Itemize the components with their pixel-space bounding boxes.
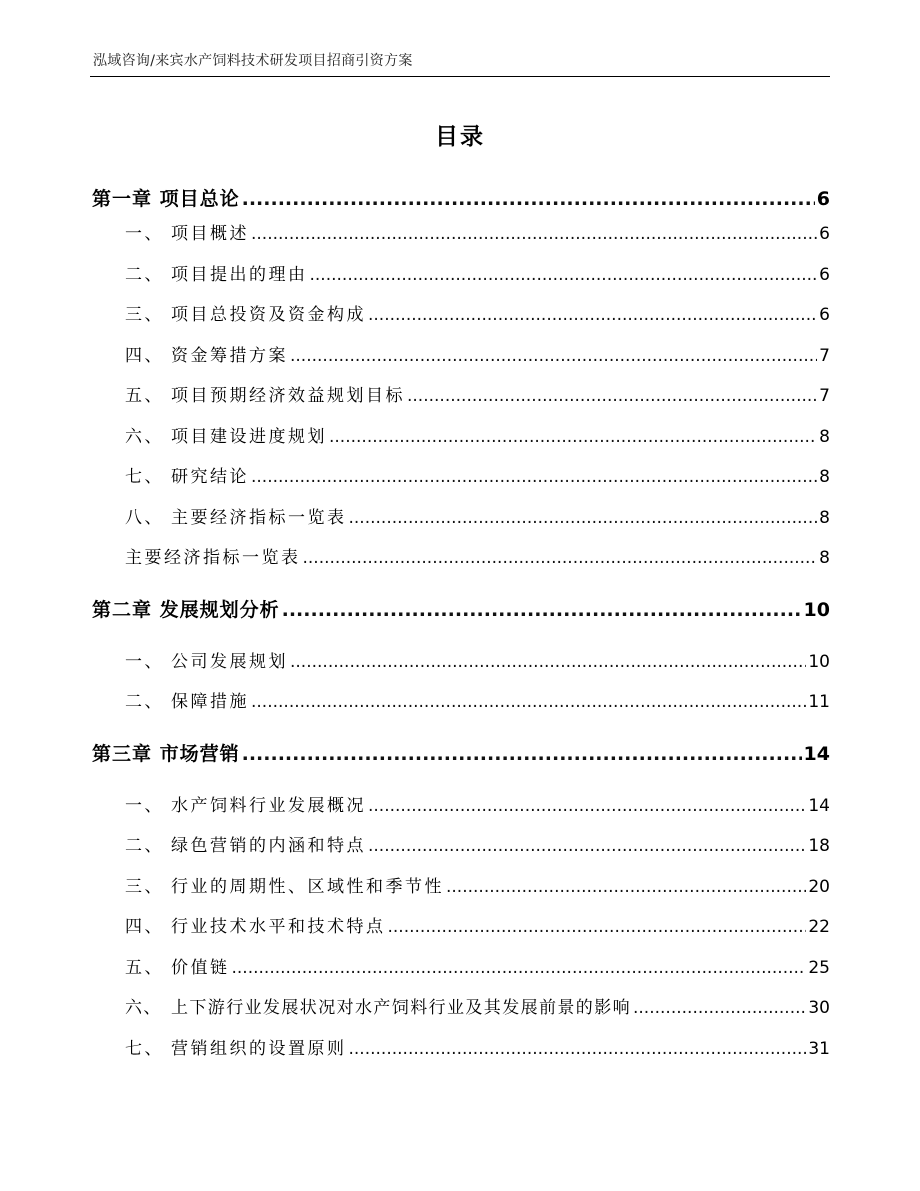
toc-leader-dots — [446, 877, 806, 897]
toc-section-number: 三、 — [125, 305, 164, 325]
toc-leader-dots — [407, 386, 817, 406]
toc-page-number: 7 — [819, 386, 830, 406]
toc-leader-dots — [349, 508, 818, 528]
toc-leader-dots — [290, 346, 817, 366]
toc-section-label: 项目总投资及资金构成 — [171, 305, 366, 325]
toc-leader-dots — [290, 652, 806, 672]
toc-leader-dots — [310, 265, 818, 285]
toc-page-number: 18 — [808, 836, 830, 856]
toc-leader-dots — [633, 998, 806, 1018]
toc-page-number: 10 — [803, 599, 830, 621]
toc-page-number: 22 — [808, 917, 830, 937]
toc-section-number: 六、 — [125, 427, 164, 447]
toc-section-1-5[interactable] — [125, 381, 830, 406]
toc-page-number: 31 — [808, 1039, 830, 1059]
toc-leader-dots — [242, 188, 815, 210]
toc-section-1-4[interactable] — [125, 341, 830, 366]
toc-section-1-8[interactable] — [125, 503, 830, 528]
toc-section-label: 项目提出的理由 — [171, 265, 308, 285]
toc-leader-dots — [368, 836, 806, 856]
toc-section-1-1[interactable] — [125, 219, 830, 244]
toc-page-number: 8 — [819, 548, 830, 568]
toc-section-label: 行业技术水平和技术特点 — [171, 917, 386, 937]
running-header: 泓域咨询/来宾水产饲料技术研发项目招商引资方案 — [93, 53, 413, 69]
toc-section-label: 行业的周期性、区域性和季节性 — [171, 877, 444, 897]
toc-section-number: 五、 — [125, 386, 164, 406]
toc-section-1-7[interactable] — [125, 462, 830, 487]
toc-chapter-1[interactable] — [92, 184, 830, 211]
toc-chapter-label: 第三章 市场营销 — [92, 743, 240, 765]
header-divider — [90, 76, 830, 77]
toc-section-3-1[interactable] — [125, 791, 830, 816]
toc-page-number: 6 — [816, 188, 830, 210]
toc-section-label: 研究结论 — [171, 467, 249, 487]
toc-chapter-3[interactable] — [92, 739, 830, 766]
toc-leader-dots — [251, 692, 806, 712]
toc-page-number: 20 — [808, 877, 830, 897]
toc-section-3-5[interactable] — [125, 953, 830, 978]
toc-page-number: 8 — [819, 467, 830, 487]
toc-page-number: 6 — [819, 265, 830, 285]
toc-section-label: 价值链 — [171, 958, 230, 978]
toc-section-3-7[interactable] — [125, 1034, 830, 1059]
toc-section-number: 八、 — [125, 508, 164, 528]
toc-leader-dots — [368, 796, 806, 816]
toc-section-3-3[interactable] — [125, 872, 830, 897]
toc-page-number: 10 — [808, 652, 830, 672]
toc-section-2-2[interactable] — [125, 687, 830, 712]
toc-section-label: 水产饲料行业发展概况 — [171, 796, 366, 816]
toc-section-number: 四、 — [125, 346, 164, 366]
toc-leader-dots — [303, 548, 818, 568]
toc-chapter-2[interactable] — [92, 595, 830, 622]
toc-section-label: 上下游行业发展状况对水产饲料行业及其发展前景的影响 — [171, 998, 631, 1018]
toc-section-label: 主要经济指标一览表 — [125, 548, 301, 568]
toc-section-number: 一、 — [125, 224, 164, 244]
toc-section-number: 二、 — [125, 836, 164, 856]
toc-section-number: 七、 — [125, 1039, 164, 1059]
toc-section-label: 保障措施 — [171, 692, 249, 712]
toc-page-number: 6 — [819, 305, 830, 325]
toc-section-1-2[interactable] — [125, 260, 830, 285]
toc-leader-dots — [251, 224, 817, 244]
toc-section-3-2[interactable] — [125, 831, 830, 856]
toc-leader-dots — [368, 305, 817, 325]
toc-section-number: 六、 — [125, 998, 162, 1018]
toc-section-1-6[interactable] — [125, 422, 830, 447]
toc-chapter-label: 第二章 发展规划分析 — [92, 599, 280, 621]
toc-section-number: 一、 — [125, 796, 164, 816]
toc-leader-dots — [251, 467, 817, 487]
toc-section-number: 二、 — [125, 692, 164, 712]
toc-section-number: 四、 — [125, 917, 164, 937]
toc-leader-dots — [349, 1039, 807, 1059]
toc-section-1-9[interactable] — [125, 543, 830, 568]
toc-leader-dots — [232, 958, 807, 978]
toc-page-number: 30 — [808, 998, 830, 1018]
toc-section-label: 公司发展规划 — [171, 652, 288, 672]
toc-leader-dots — [242, 743, 802, 765]
toc-section-3-4[interactable] — [125, 912, 830, 937]
toc-chapter-label: 第一章 项目总论 — [92, 188, 240, 210]
toc-page-number: 11 — [808, 692, 830, 712]
toc-page-number: 25 — [808, 958, 830, 978]
toc-section-label: 资金筹措方案 — [171, 346, 288, 366]
toc-section-number: 七、 — [125, 467, 164, 487]
toc-leader-dots — [329, 427, 817, 447]
toc-section-label: 主要经济指标一览表 — [171, 508, 347, 528]
toc-section-label: 项目概述 — [171, 224, 249, 244]
page-title: 目录 — [435, 124, 485, 150]
toc-section-label: 营销组织的设置原则 — [171, 1039, 347, 1059]
toc-page-number: 14 — [808, 796, 830, 816]
toc-section-label: 项目建设进度规划 — [171, 427, 327, 447]
toc-section-number: 三、 — [125, 877, 164, 897]
toc-section-number: 二、 — [125, 265, 164, 285]
toc-leader-dots — [282, 599, 802, 621]
toc-page-number: 14 — [803, 743, 830, 765]
toc-section-number: 一、 — [125, 652, 164, 672]
toc-page-number: 8 — [819, 508, 830, 528]
toc-section-number: 五、 — [125, 958, 164, 978]
toc-section-3-6[interactable] — [125, 993, 830, 1018]
toc-section-label: 绿色营销的内涵和特点 — [171, 836, 366, 856]
toc-leader-dots — [388, 917, 807, 937]
toc-page-number: 7 — [819, 346, 830, 366]
toc-section-label: 项目预期经济效益规划目标 — [171, 386, 405, 406]
toc-page-number: 6 — [819, 224, 830, 244]
toc-section-2-1[interactable] — [125, 647, 830, 672]
toc-page-number: 8 — [819, 427, 830, 447]
toc-section-1-3[interactable] — [125, 300, 830, 325]
